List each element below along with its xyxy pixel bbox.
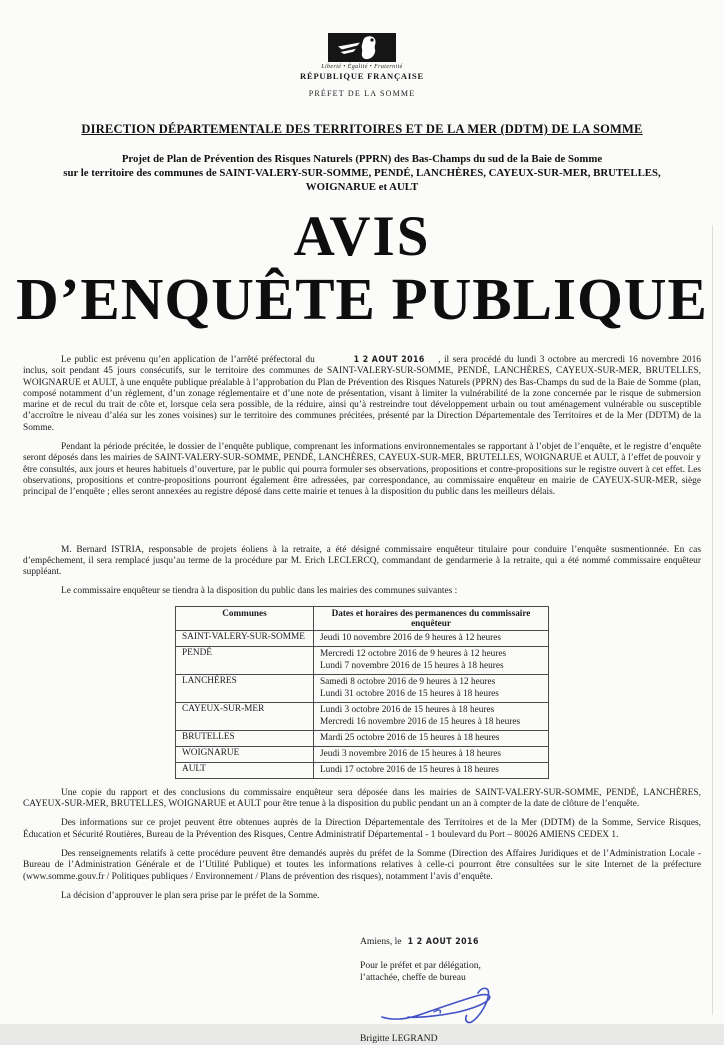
table-row — [176, 674, 549, 702]
date-line: Samedi 8 octobre 2016 de 9 heures à 12 heures — [320, 677, 496, 688]
date-line: Lundi 31 octobre 2016 de 15 heures à 18 heures — [320, 689, 499, 700]
prefet-text: PRÉFET DE LA SOMME — [308, 89, 416, 98]
table-row — [176, 762, 549, 778]
permanences-table-head — [176, 606, 549, 630]
notice-title-line-2: D’ENQUÊTE PUBLIQUE — [16, 266, 708, 332]
table-row — [176, 746, 549, 762]
commune-cell: AULT — [176, 762, 314, 778]
subtitle-line-2: sur le territoire des communes de SAINT-VALERY-SUR-SOMME, PENDÉ, LANCHÈRES, CAYEUX-SUR-MER, BRUTELLES, — [63, 167, 661, 179]
delegation-line-1: Pour le préfet et par délégation, — [360, 960, 481, 972]
permanences-table — [175, 606, 549, 779]
date-line: Jeudi 10 novembre 2016 de 9 heures à 12 heures — [320, 633, 501, 644]
date-stamp-arrete: 1 2 AOUT 2016 — [353, 355, 425, 365]
paragraph-decision-approbation: La décision d’approuver le plan sera prise par le préfet de la Somme. — [61, 890, 320, 901]
signature-place-date — [360, 936, 724, 948]
dates-cell — [314, 730, 549, 746]
date-stamp-signature: 1 2 AOUT 2016 — [407, 937, 479, 948]
marianne-icon — [328, 33, 396, 62]
table-row — [176, 646, 549, 674]
handwritten-signature — [378, 985, 528, 1027]
place-label: Amiens, le — [360, 936, 402, 948]
paragraph-renseignements-procedure: Des renseignements relatifs à cette procédure peuvent être demandés auprès du préfet de la Somme (Direction des Affaires Juridiques et de l’Administration Locale - Bureau de l’Administration Générale et de l’Utilité Publique) et toutes les informations relatives à celle-ci pourront être consultées sur le site Internet de la préfecture (www.somme.gouv.fr / Politiques publiques / Environnement / Plans de prévention des risques), notamment l’avis d’enquête. — [23, 848, 701, 882]
commune-cell: WOIGNARUE — [176, 746, 314, 762]
date-line: Mercredi 16 novembre 2016 de 15 heures à 18 heures — [320, 717, 521, 728]
dates-cell — [314, 702, 549, 730]
paragraph-copie-rapport: Une copie du rapport et des conclusions du commissaire enquêteur sera déposée dans les mairies de SAINT-VALERY-SUR-SOMME, PENDÉ, LANCHÈRES, CAYEUX-SUR-MER, BRUTELLES, WOIGNARUE et AULT pour être tenue à la disposition du public pendant un an à compter de la date de clôture de l’enquête. — [23, 787, 701, 810]
header-communes: Communes — [176, 606, 314, 630]
dates-cell — [314, 646, 549, 674]
republique-francaise-logo — [300, 33, 424, 98]
permanences-table-body — [176, 630, 549, 778]
date-line: Mercredi 12 octobre 2016 de 9 heures à 12 heures — [320, 649, 507, 660]
date-line: Jeudi 3 novembre 2016 de 15 heures à 18 heures — [320, 749, 501, 760]
direction-title: DIRECTION DÉPARTEMENTALE DES TERRITOIRES ET DE LA MER (DDTM) DE LA SOMME — [81, 122, 643, 136]
paragraph-permanences-intro: Le commissaire enquêteur se tiendra à la disposition du public dans les mairies des communes suivantes : — [61, 586, 458, 597]
spacer — [23, 507, 701, 545]
dates-cell — [314, 762, 549, 778]
commune-cell: LANCHÈRES — [176, 674, 314, 702]
paragraph-dossier-registre: Pendant la période précitée, le dossier de l’enquête publique, comprenant les informations environnementales se rapportant à l’objet de l’enquête, et le registre d’enquête seront déposés dans les mairies de SAINT-VALERY-SUR-SOMME, PENDÉ, LANCHÈRES, CAYEUX-SUR-MER, BRUTELLES, WOIGNARUE et AULT, à l’effet de pouvoir y être consultés, aux jours et heures habituels d’ouverture, par le public qui pourra formuler ses observations, propositions et contre-propositions sur le registre ouvert à cet effet. Les observations, propositions et contre-propositions pourront également être adressées, par correspondance, au commissaire enquêteur en mairie de CAYEUX-SUR-MER, siège principal de l’enquête ; elles seront annexées au registre déposé dans cette mairie et tenues à la disposition du public dans les meilleurs délais. — [23, 442, 701, 498]
date-line: Mardi 25 octobre 2016 de 15 heures à 18 heures — [320, 733, 500, 744]
paragraph-enquete-periode — [23, 355, 701, 434]
header-dates: Dates et horaires des permanences du commissaire enquêteur — [314, 606, 549, 630]
signature-block — [360, 936, 724, 1045]
commune-cell: PENDÉ — [176, 646, 314, 674]
table-row — [176, 702, 549, 730]
republique-text: RÉPUBLIQUE FRANÇAISE — [300, 71, 424, 81]
notice-main-title — [0, 207, 724, 331]
delegation-line-2: l’attachée, cheffe de bureau — [360, 972, 466, 984]
dates-cell — [314, 746, 549, 762]
table-row — [176, 630, 549, 646]
table-header-row — [176, 606, 549, 630]
subtitle-line-3: WOIGNARUE et AULT — [305, 181, 419, 193]
commune-cell: CAYEUX-SUR-MER — [176, 702, 314, 730]
scan-edge-artifact — [712, 225, 713, 1015]
dates-cell — [314, 674, 549, 702]
signer-name: Brigitte LEGRAND — [360, 1033, 438, 1045]
date-line: Lundi 17 octobre 2016 de 15 heures à 18 heures — [320, 765, 499, 776]
date-line: Lundi 7 novembre 2016 de 15 heures à 18 heures — [320, 661, 504, 672]
table-row — [176, 730, 549, 746]
dates-cell — [314, 630, 549, 646]
subtitle-line-1: Projet de Plan de Prévention des Risques Naturels (PPRN) des Bas-Champs du sud de la Baie de Somme — [121, 153, 603, 165]
paragraph-commissaire-enqueteur: M. Bernard ISTRIA, responsable de projets éoliens à la retraite, a été désigné commissaire enquêteur titulaire pour conduire l’enquête susmentionnée. En cas d’empêchement, il sera remplacé jusqu’au terme de la procédure par M. Erich LECLERCQ, commandant de gendarmerie à la retraite, qui a été nommé commissaire enquêteur suppléant. — [23, 544, 701, 578]
commune-cell: SAINT-VALERY-SUR-SOMME — [176, 630, 314, 646]
notice-title-line-1: AVIS — [293, 205, 431, 268]
date-line: Lundi 3 octobre 2016 de 15 heures à 18 heures — [320, 705, 495, 716]
motto-text: Liberté • Égalité • Fraternité — [321, 64, 403, 70]
paragraph-informations-projet: Des informations sur ce projet peuvent être obtenues auprès de la Direction Départementale des Territoires et de la Mer (DDTM) de la Somme, Service Risques, Éducation et Sécurité Routières, Bureau de la Prévention des Risques, Centre Administratif Départemental - 1 boulevard du Port – 80026 AMIENS CEDEX 1. — [23, 818, 701, 840]
letterhead — [0, 0, 724, 101]
project-subtitle — [0, 152, 724, 194]
p1-before-stamp: Le public est prévenu qu’en application de l’arrêté préfectoral du — [61, 355, 315, 365]
notice-body — [0, 355, 724, 902]
commune-cell: BRUTELLES — [176, 730, 314, 746]
p1-after-stamp: , il sera procédé du lundi 3 octobre au mercredi 16 novembre 2016 inclus, soit pendant 45 jours consécutifs, sur le territoire des communes de SAINT-VALERY-SUR-SOMME, PENDÉ, LANCHÈRES, CAYEUX-SUR-MER, BRUTELLES, WOIGNARUE et AULT, à une enquête publique préalable à l’approbation du Plan de Prévention des Risques Naturels (PPRN) des Bas-Champs du sud de la Baie de Somme (plan, composé notamment d’un règlement, d’un zonage réglementaire et d’une note de présentation, visant à limiter la vulnérabilité de la zone concernée par le risque de submersion marine et de recul du trait de côte et, lorsque cela sera possible, de la réduire, ainsi qu’à restreindre tout développement urbain ou tout aménagement vulnérable ou susceptible d’accroître le niveau d’aléa sur les zones voisines) sur le territoire des communes précitées, présenté par la Direction Départementale des Territoires et de la Mer (DDTM) de la Somme. — [23, 355, 701, 433]
